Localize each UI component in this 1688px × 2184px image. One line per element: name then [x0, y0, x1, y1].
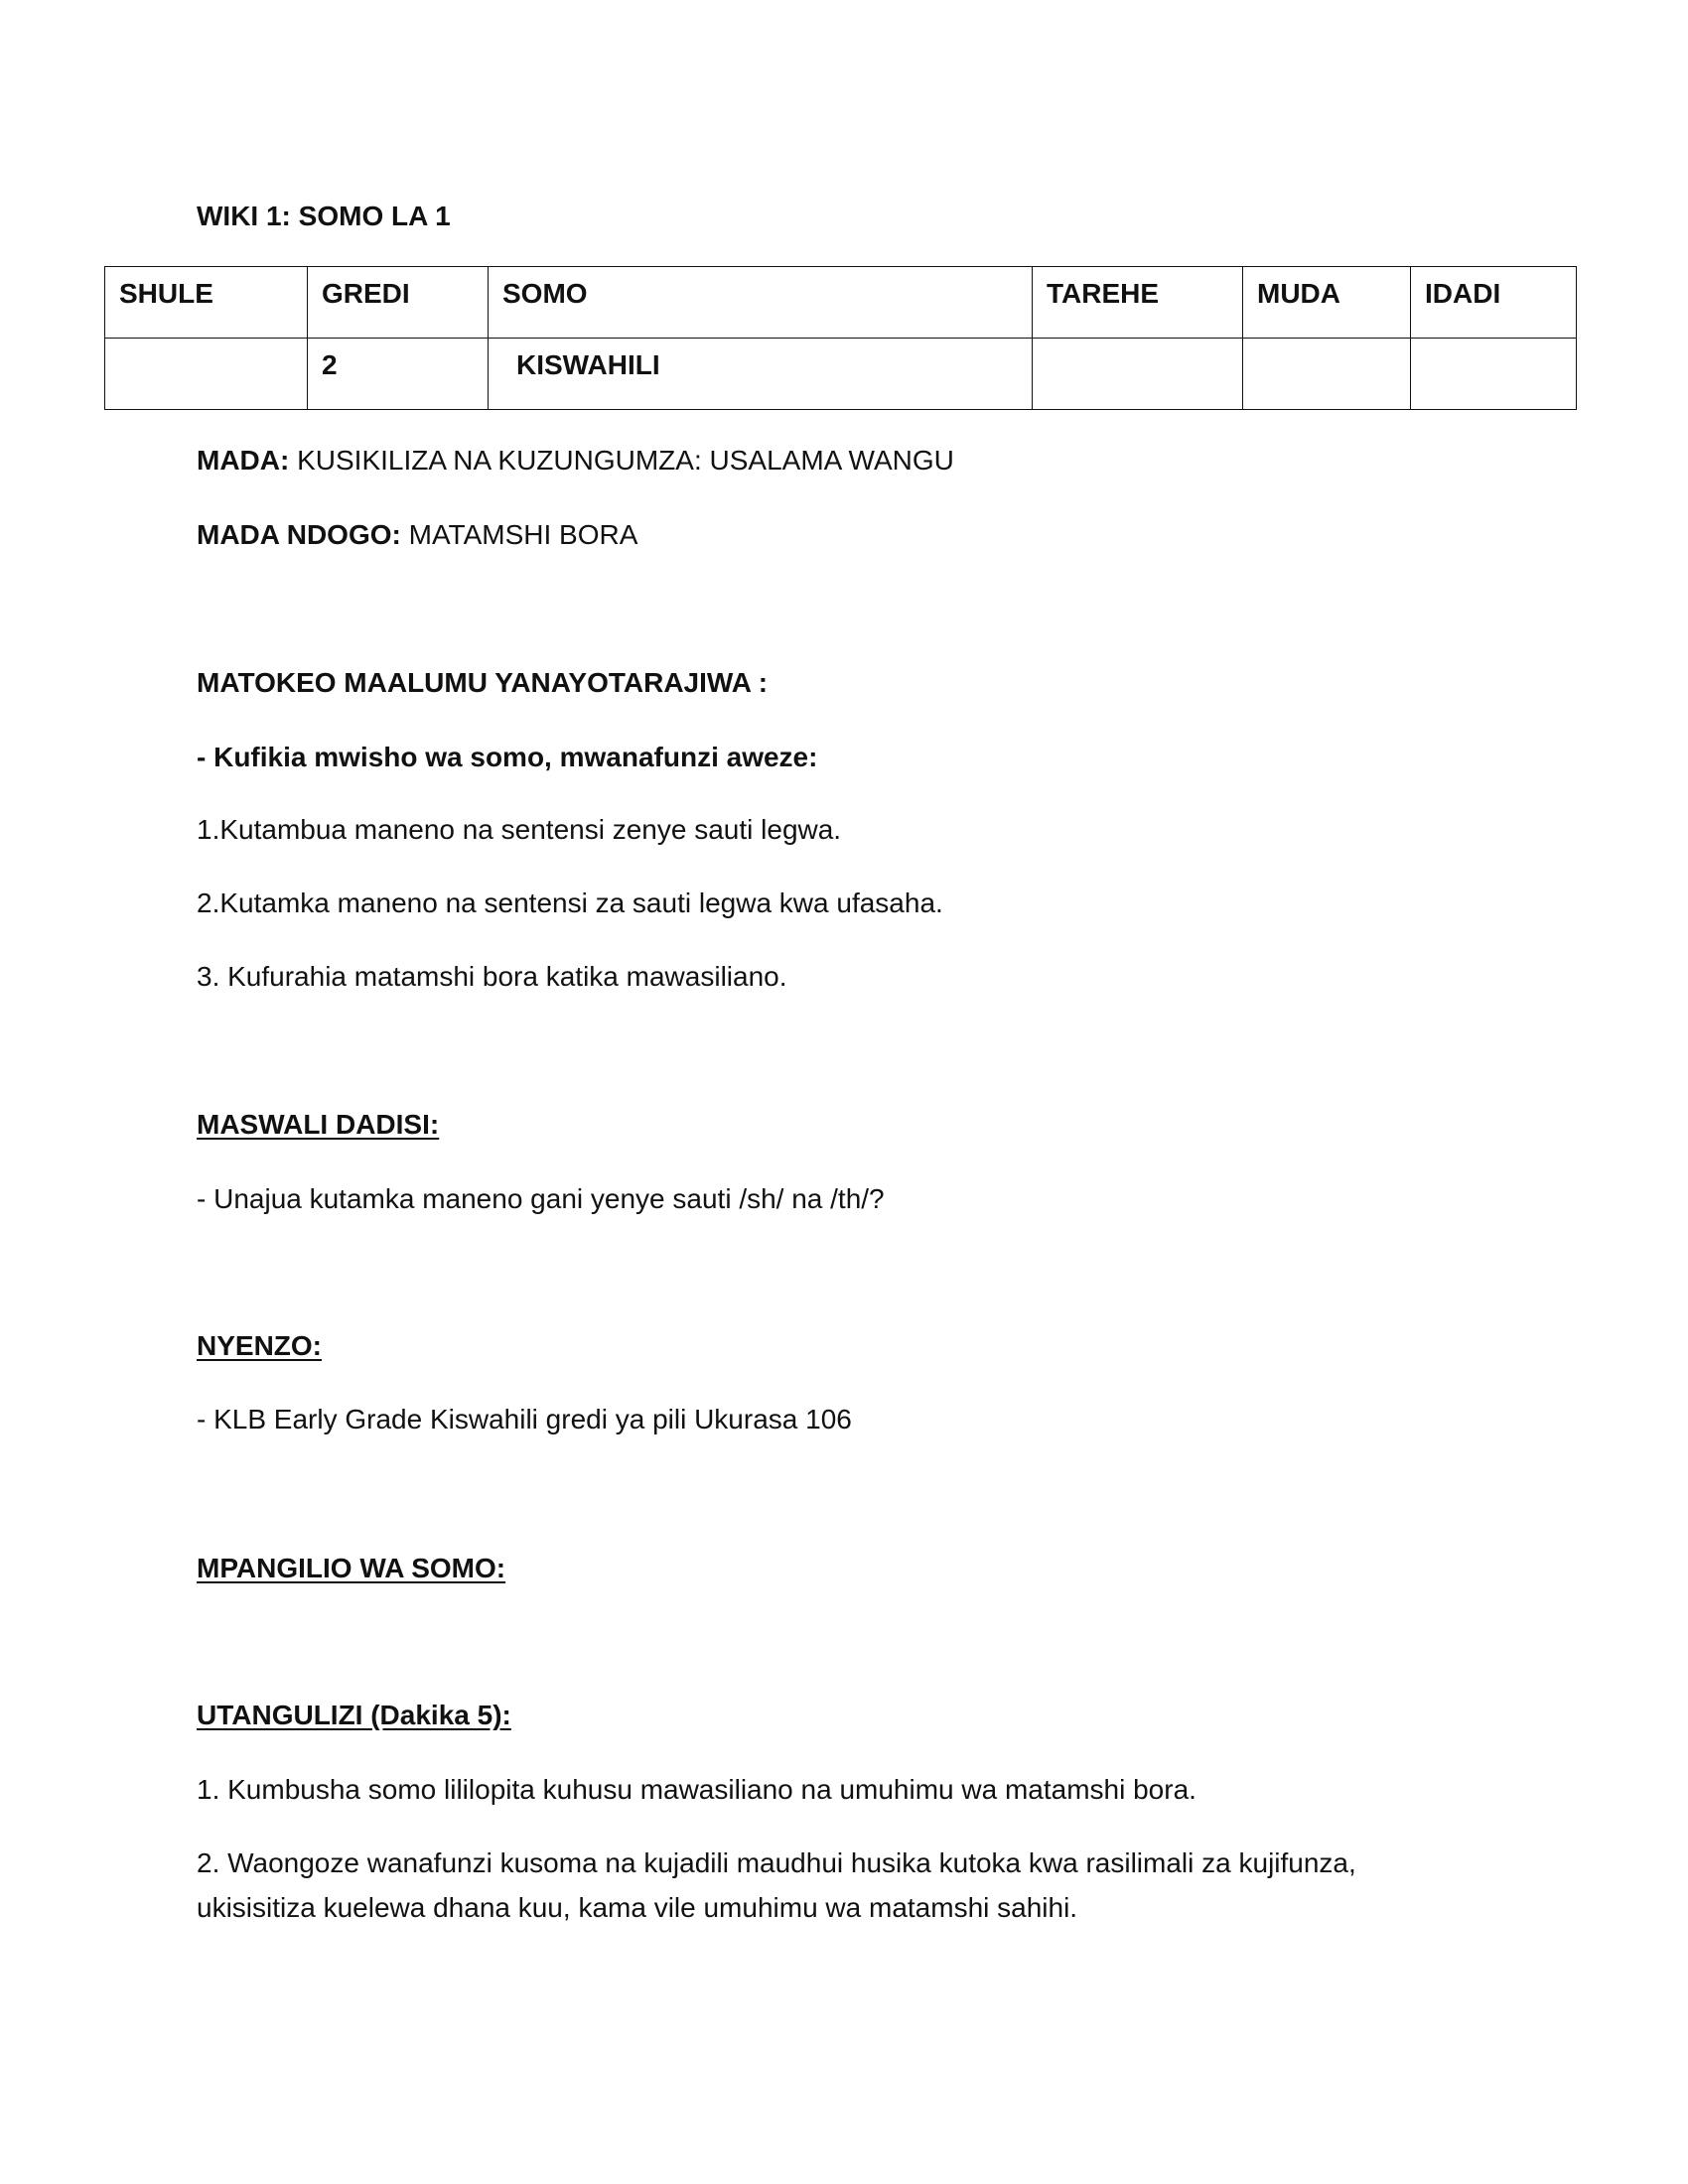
maswali-text: - Unajua kutamka maneno gani yenye sauti /sh/ na /th/? — [197, 1183, 885, 1214]
list-item: 2.Kutamka maneno na sentensi za sauti legwa kwa ufasaha. — [197, 887, 943, 918]
matokeo-heading: MATOKEO MAALUMU YANAYOTARAJIWA : — [197, 667, 769, 698]
mpangilio-heading: MPANGILIO WA SOMO: — [197, 1553, 506, 1583]
list-item: 1. Kumbusha somo lililopita kuhusu mawasiliano na umuhimu wa matamshi bora. — [197, 1774, 1196, 1805]
list-item: 3. Kufurahia matamshi bora katika mawasiliano. — [197, 961, 787, 992]
mada-ndogo-label: MADA NDOGO: — [197, 519, 401, 550]
table-header-cell: SHULE — [105, 267, 308, 339]
table-header-cell: MUDA — [1243, 267, 1411, 339]
table-cell — [1033, 339, 1243, 410]
lesson-info-table — [104, 266, 1577, 410]
mada-ndogo-value: MATAMSHI BORA — [400, 519, 638, 550]
nyenzo-text: - KLB Early Grade Kiswahili gredi ya pili Ukurasa 106 — [197, 1404, 852, 1434]
mada-ndogo-line — [197, 517, 637, 553]
lesson-title: WIKI 1: SOMO LA 1 — [197, 201, 451, 231]
maswali-heading: MASWALI DADISI: — [197, 1109, 440, 1140]
list-item: 2. Waongoze wanafunzi kusoma na kujadili maudhui husika kutoka kwa rasilimali za kujifunza, — [197, 1847, 1356, 1878]
table-header-cell: GREDI — [308, 267, 489, 339]
table-header-cell: SOMO — [489, 267, 1033, 339]
table-cell — [1243, 339, 1411, 410]
matokeo-intro: - Kufikia mwisho wa somo, mwanafunzi aweze: — [197, 742, 818, 772]
nyenzo-heading: NYENZO: — [197, 1330, 322, 1361]
table-cell — [1411, 339, 1577, 410]
mada-line — [197, 443, 954, 478]
table-header-row — [105, 267, 1577, 339]
table-cell: 2 — [308, 339, 489, 410]
utangulizi-heading: UTANGULIZI (Dakika 5): — [197, 1700, 511, 1730]
list-item-continuation: ukisisitiza kuelewa dhana kuu, kama vile umuhimu wa matamshi sahihi. — [197, 1892, 1078, 1923]
mada-value: KUSIKILIZA NA KUZUNGUMZA: USALAMA WANGU — [289, 445, 954, 476]
table-cell: KISWAHILI — [489, 339, 1033, 410]
table-cell — [105, 339, 308, 410]
list-item: 1.Kutambua maneno na sentensi zenye sauti legwa. — [197, 814, 842, 845]
table-header-cell: TAREHE — [1033, 267, 1243, 339]
mada-label: MADA: — [197, 445, 290, 476]
table-header-cell: IDADI — [1411, 267, 1577, 339]
table-row — [105, 339, 1577, 410]
